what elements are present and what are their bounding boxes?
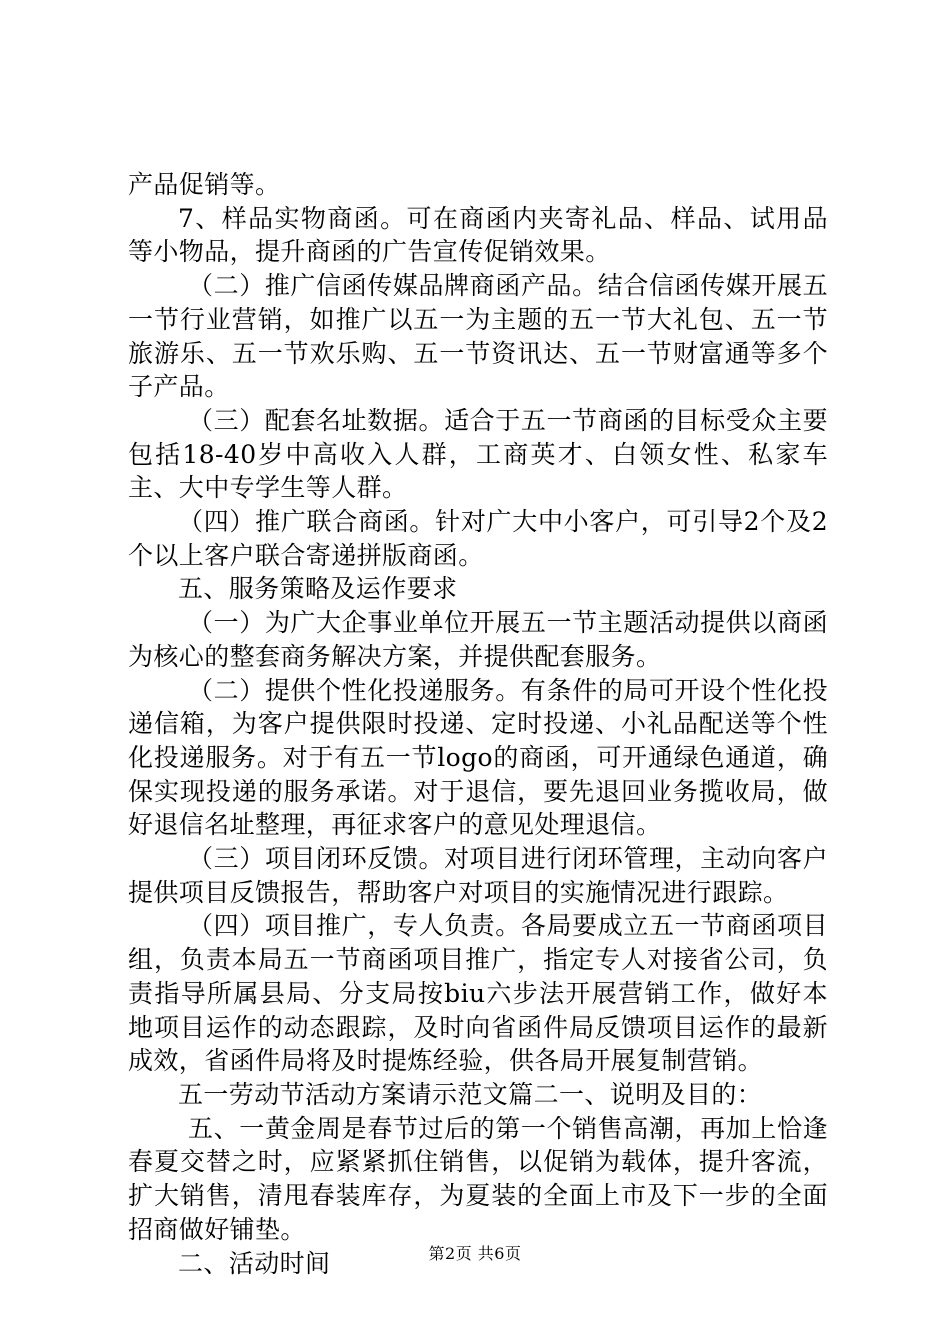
paragraph-11: 五一劳动节活动方案请示范文篇二一、说明及目的：: [178, 1079, 763, 1109]
paragraph-9: （三）项目闭环反馈。对项目进行闭环管理，主动向客户提供项目反馈报告，帮助客户对项目的实施情况进行跟踪。: [128, 844, 828, 907]
paragraph-1: 产品促销等。: [128, 170, 281, 199]
page-footer: [0, 1244, 950, 1264]
page-number-indicator: 第2页 共6页: [428, 1244, 522, 1263]
section-heading-5: 五、服务策略及运作要求: [178, 574, 458, 604]
document-body: [128, 168, 828, 1280]
section-heading-activity-time: 二、活动时间: [178, 1248, 331, 1278]
paragraph-4: （三）配套名址数据。适合于五一节商函的目标受众主要包括18-40岁中高收入人群，工商英才、白领女性、私家车主、大中专学生等人群。: [128, 405, 828, 503]
paragraph-7: （一）为广大企事业单位开展五一节主题活动提供以商函为核心的整套商务解决方案，并提供配套服务。: [128, 608, 828, 671]
paragraph-2: 7、样品实物商函。可在商函内夹寄礼品、样品、试用品等小物品，提升商函的广告宣传促销效果。: [128, 203, 828, 267]
paragraph-5: （四）推广联合商函。针对广大中小客户，可引导2个及2个以上客户联合寄递拼版商函。: [128, 507, 828, 570]
paragraph-3: （二）推广信函传媒品牌商函产品。结合信函传媒开展五一节行业营销，如推广以五一为主题的五一节大礼包、五一节旅游乐、五一节欢乐购、五一节资讯达、五一节财富通等多个子产品。: [128, 271, 828, 402]
paragraph-8: （二）提供个性化投递服务。有条件的局可开设个性化投递信箱，为客户提供限时投递、定时投递、小礼品配送等个性化投递服务。对于有五一节logo的商函，可开通绿色通道，确保实现投递的服务承诺。对于退信，要先退回业务揽收局，做好退信名址整理，再征求客户的意见处理退信。: [128, 675, 828, 840]
paragraph-12: 五、一黄金周是春节过后的第一个销售高潮，再加上恰逢春夏交替之时，应紧紧抓住销售，以促销为载体，提升客流，扩大销售，清甩春装库存，为夏装的全面上市及下一步的全面招商做好铺垫。: [128, 1113, 828, 1244]
paragraph-10: （四）项目推广，专人负责。各局要成立五一节商函项目组，负责本局五一节商函项目推广，指定专人对接省公司，负责指导所属县局、分支局按biu六步法开展营销工作，做好本地项目运作的动态跟踪，及时向省函件局反馈项目运作的最新成效，省函件局将及时提炼经验，供各局开展复制营销。: [128, 911, 828, 1076]
